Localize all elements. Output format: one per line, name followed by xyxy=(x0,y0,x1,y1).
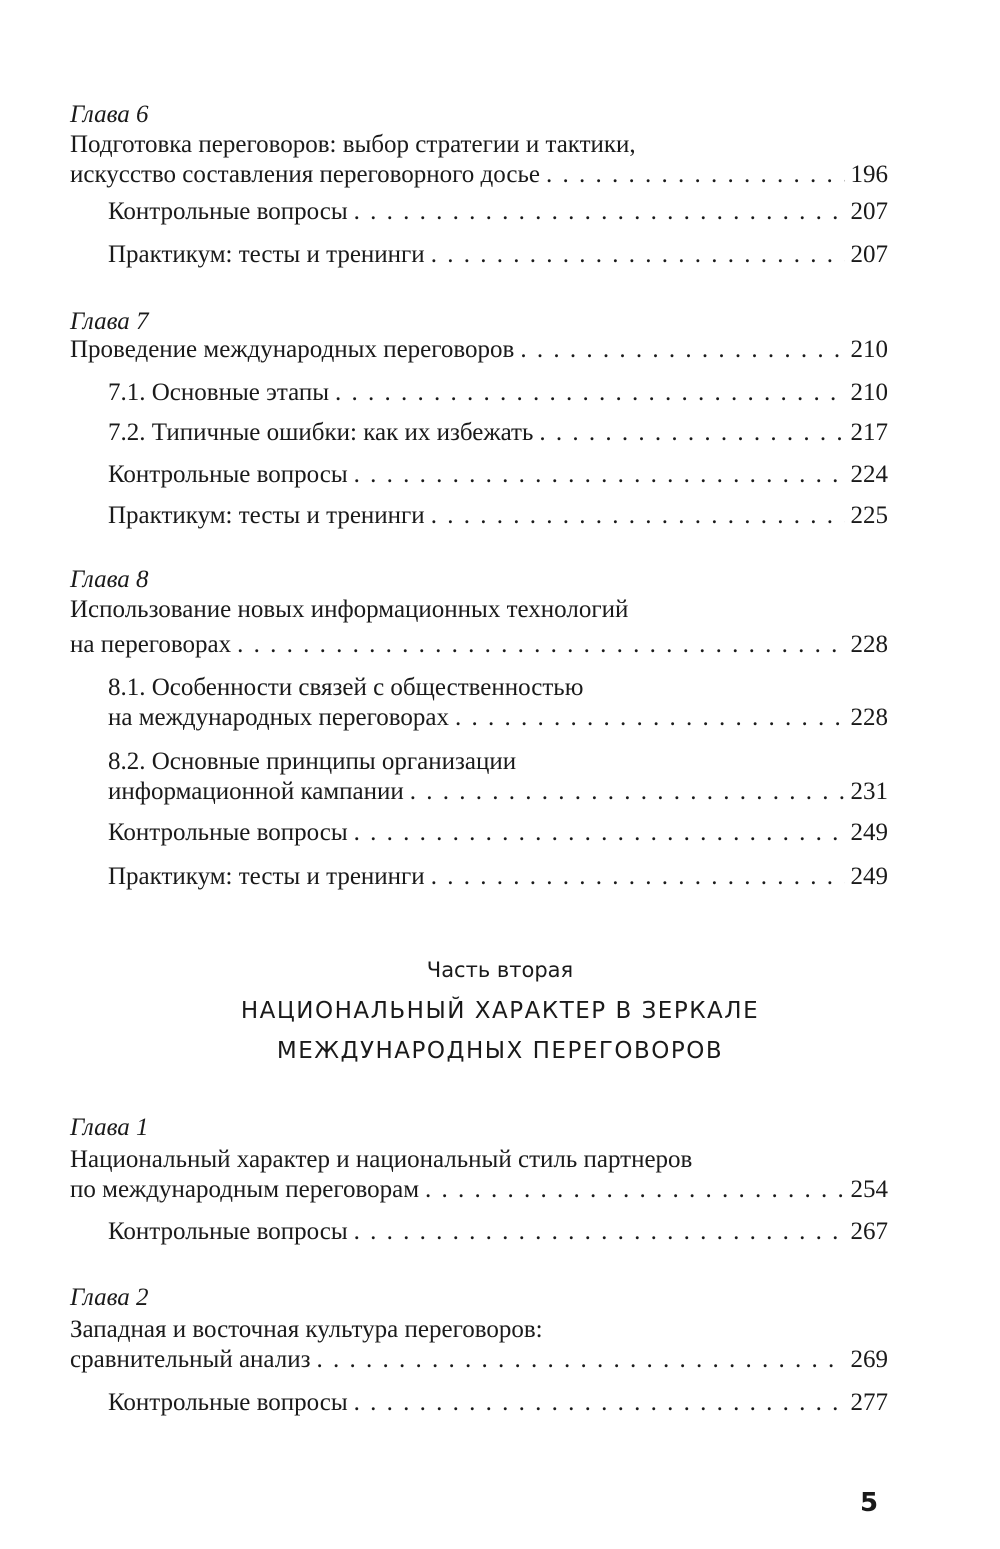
part-title: НАЦИОНАЛЬНЫЙ ХАРАКТЕР В ЗЕРКАЛЕ xyxy=(240,998,760,1024)
dot-leader xyxy=(354,818,845,848)
dot-leader xyxy=(455,703,845,733)
chapter-label: Глава 2 xyxy=(70,1284,149,1311)
toc-entry-title: Практикум: тесты и тренинги xyxy=(108,241,425,268)
toc-entry[interactable] xyxy=(108,418,888,448)
page-ref: 249 xyxy=(850,863,888,890)
dot-leader xyxy=(354,197,845,227)
toc-entry-title: на международных переговорах xyxy=(108,704,449,731)
page-ref: 210 xyxy=(850,379,888,406)
toc-entry[interactable] xyxy=(108,818,888,848)
toc-entry-title: Практикум: тесты и тренинги xyxy=(108,863,425,890)
page-ref: 207 xyxy=(850,241,888,268)
dot-leader xyxy=(539,418,844,448)
page-ref: 254 xyxy=(850,1176,888,1203)
dot-leader xyxy=(431,862,845,892)
page-ref: 277 xyxy=(850,1389,888,1416)
dot-leader xyxy=(354,460,845,490)
toc-entry-title: Использование новых информационных технологий xyxy=(70,596,629,623)
toc-entry-title: Национальный характер и национальный стиль партнеров xyxy=(70,1146,693,1173)
page-ref: 228 xyxy=(850,631,888,658)
page-number: 5 xyxy=(860,1488,879,1518)
toc-entry[interactable] xyxy=(70,1345,888,1375)
page-ref: 217 xyxy=(850,419,888,446)
toc-entry-title: на переговорах xyxy=(70,631,232,658)
toc-entry-title: 7.1. Основные этапы xyxy=(108,379,330,406)
chapter-label: Глава 8 xyxy=(70,566,149,593)
toc-entry[interactable] xyxy=(108,703,888,733)
page-ref: 224 xyxy=(850,461,888,488)
toc-entry[interactable] xyxy=(108,240,888,270)
toc-entry[interactable] xyxy=(108,378,888,408)
toc-entry-title: искусство составления переговорного досье xyxy=(70,161,540,188)
page-ref: 207 xyxy=(850,198,888,225)
toc-entry-title: 7.2. Типичные ошибки: как их избежать xyxy=(108,419,534,446)
toc-entry[interactable] xyxy=(108,777,888,807)
dot-leader xyxy=(520,335,844,365)
dot-leader xyxy=(546,160,845,190)
toc-entry[interactable] xyxy=(70,630,888,660)
toc-entry[interactable] xyxy=(108,501,888,531)
toc-entry-title: Западная и восточная культура переговоров: xyxy=(70,1316,543,1343)
toc-entry-title: по международным переговорам xyxy=(70,1176,420,1203)
chapter-label: Глава 1 xyxy=(70,1114,149,1141)
page-ref: 228 xyxy=(850,704,888,731)
part-label: Часть вторая xyxy=(426,958,574,982)
dot-leader xyxy=(237,630,844,660)
toc-entry-title: Проведение международных переговоров xyxy=(70,336,515,363)
toc-entry[interactable] xyxy=(70,335,888,365)
toc-entry[interactable] xyxy=(70,160,888,190)
toc-entry[interactable] xyxy=(108,862,888,892)
page-ref: 196 xyxy=(850,161,888,188)
toc-entry-title: Контрольные вопросы xyxy=(108,1218,348,1245)
dot-leader xyxy=(335,378,844,408)
toc-entry-title: Контрольные вопросы xyxy=(108,1389,348,1416)
chapter-label: Глава 7 xyxy=(70,308,149,335)
toc-entry-title: Практикум: тесты и тренинги xyxy=(108,502,425,529)
page-ref: 210 xyxy=(850,336,888,363)
toc-entry-title: Контрольные вопросы xyxy=(108,461,348,488)
page-ref: 269 xyxy=(850,1346,888,1373)
toc-entry[interactable] xyxy=(108,460,888,490)
chapter-label: Глава 6 xyxy=(70,101,149,128)
page-ref: 267 xyxy=(850,1218,888,1245)
toc-entry[interactable] xyxy=(108,1217,888,1247)
page-ref: 231 xyxy=(850,778,888,805)
toc-entry[interactable] xyxy=(70,1175,888,1205)
toc-entry-title: 8.1. Особенности связей с общественностью xyxy=(108,674,584,701)
dot-leader xyxy=(431,240,845,270)
toc-entry-title: Контрольные вопросы xyxy=(108,819,348,846)
page-ref: 225 xyxy=(850,502,888,529)
dot-leader xyxy=(410,777,845,807)
toc-entry-title: информационной кампании xyxy=(108,778,404,805)
dot-leader xyxy=(316,1345,844,1375)
part-title: МЕЖДУНАРОДНЫХ ПЕРЕГОВОРОВ xyxy=(276,1038,724,1064)
toc-entry-title: 8.2. Основные принципы организации xyxy=(108,748,517,775)
dot-leader xyxy=(354,1217,845,1247)
dot-leader xyxy=(425,1175,844,1205)
dot-leader xyxy=(354,1388,845,1418)
dot-leader xyxy=(431,501,845,531)
toc-entry[interactable] xyxy=(108,1388,888,1418)
toc-entry[interactable] xyxy=(108,197,888,227)
toc-entry-title: Подготовка переговоров: выбор стратегии и тактики, xyxy=(70,131,636,158)
toc-entry-title: Контрольные вопросы xyxy=(108,198,348,225)
toc-entry-title: сравнительный анализ xyxy=(70,1346,311,1373)
page-ref: 249 xyxy=(850,819,888,846)
